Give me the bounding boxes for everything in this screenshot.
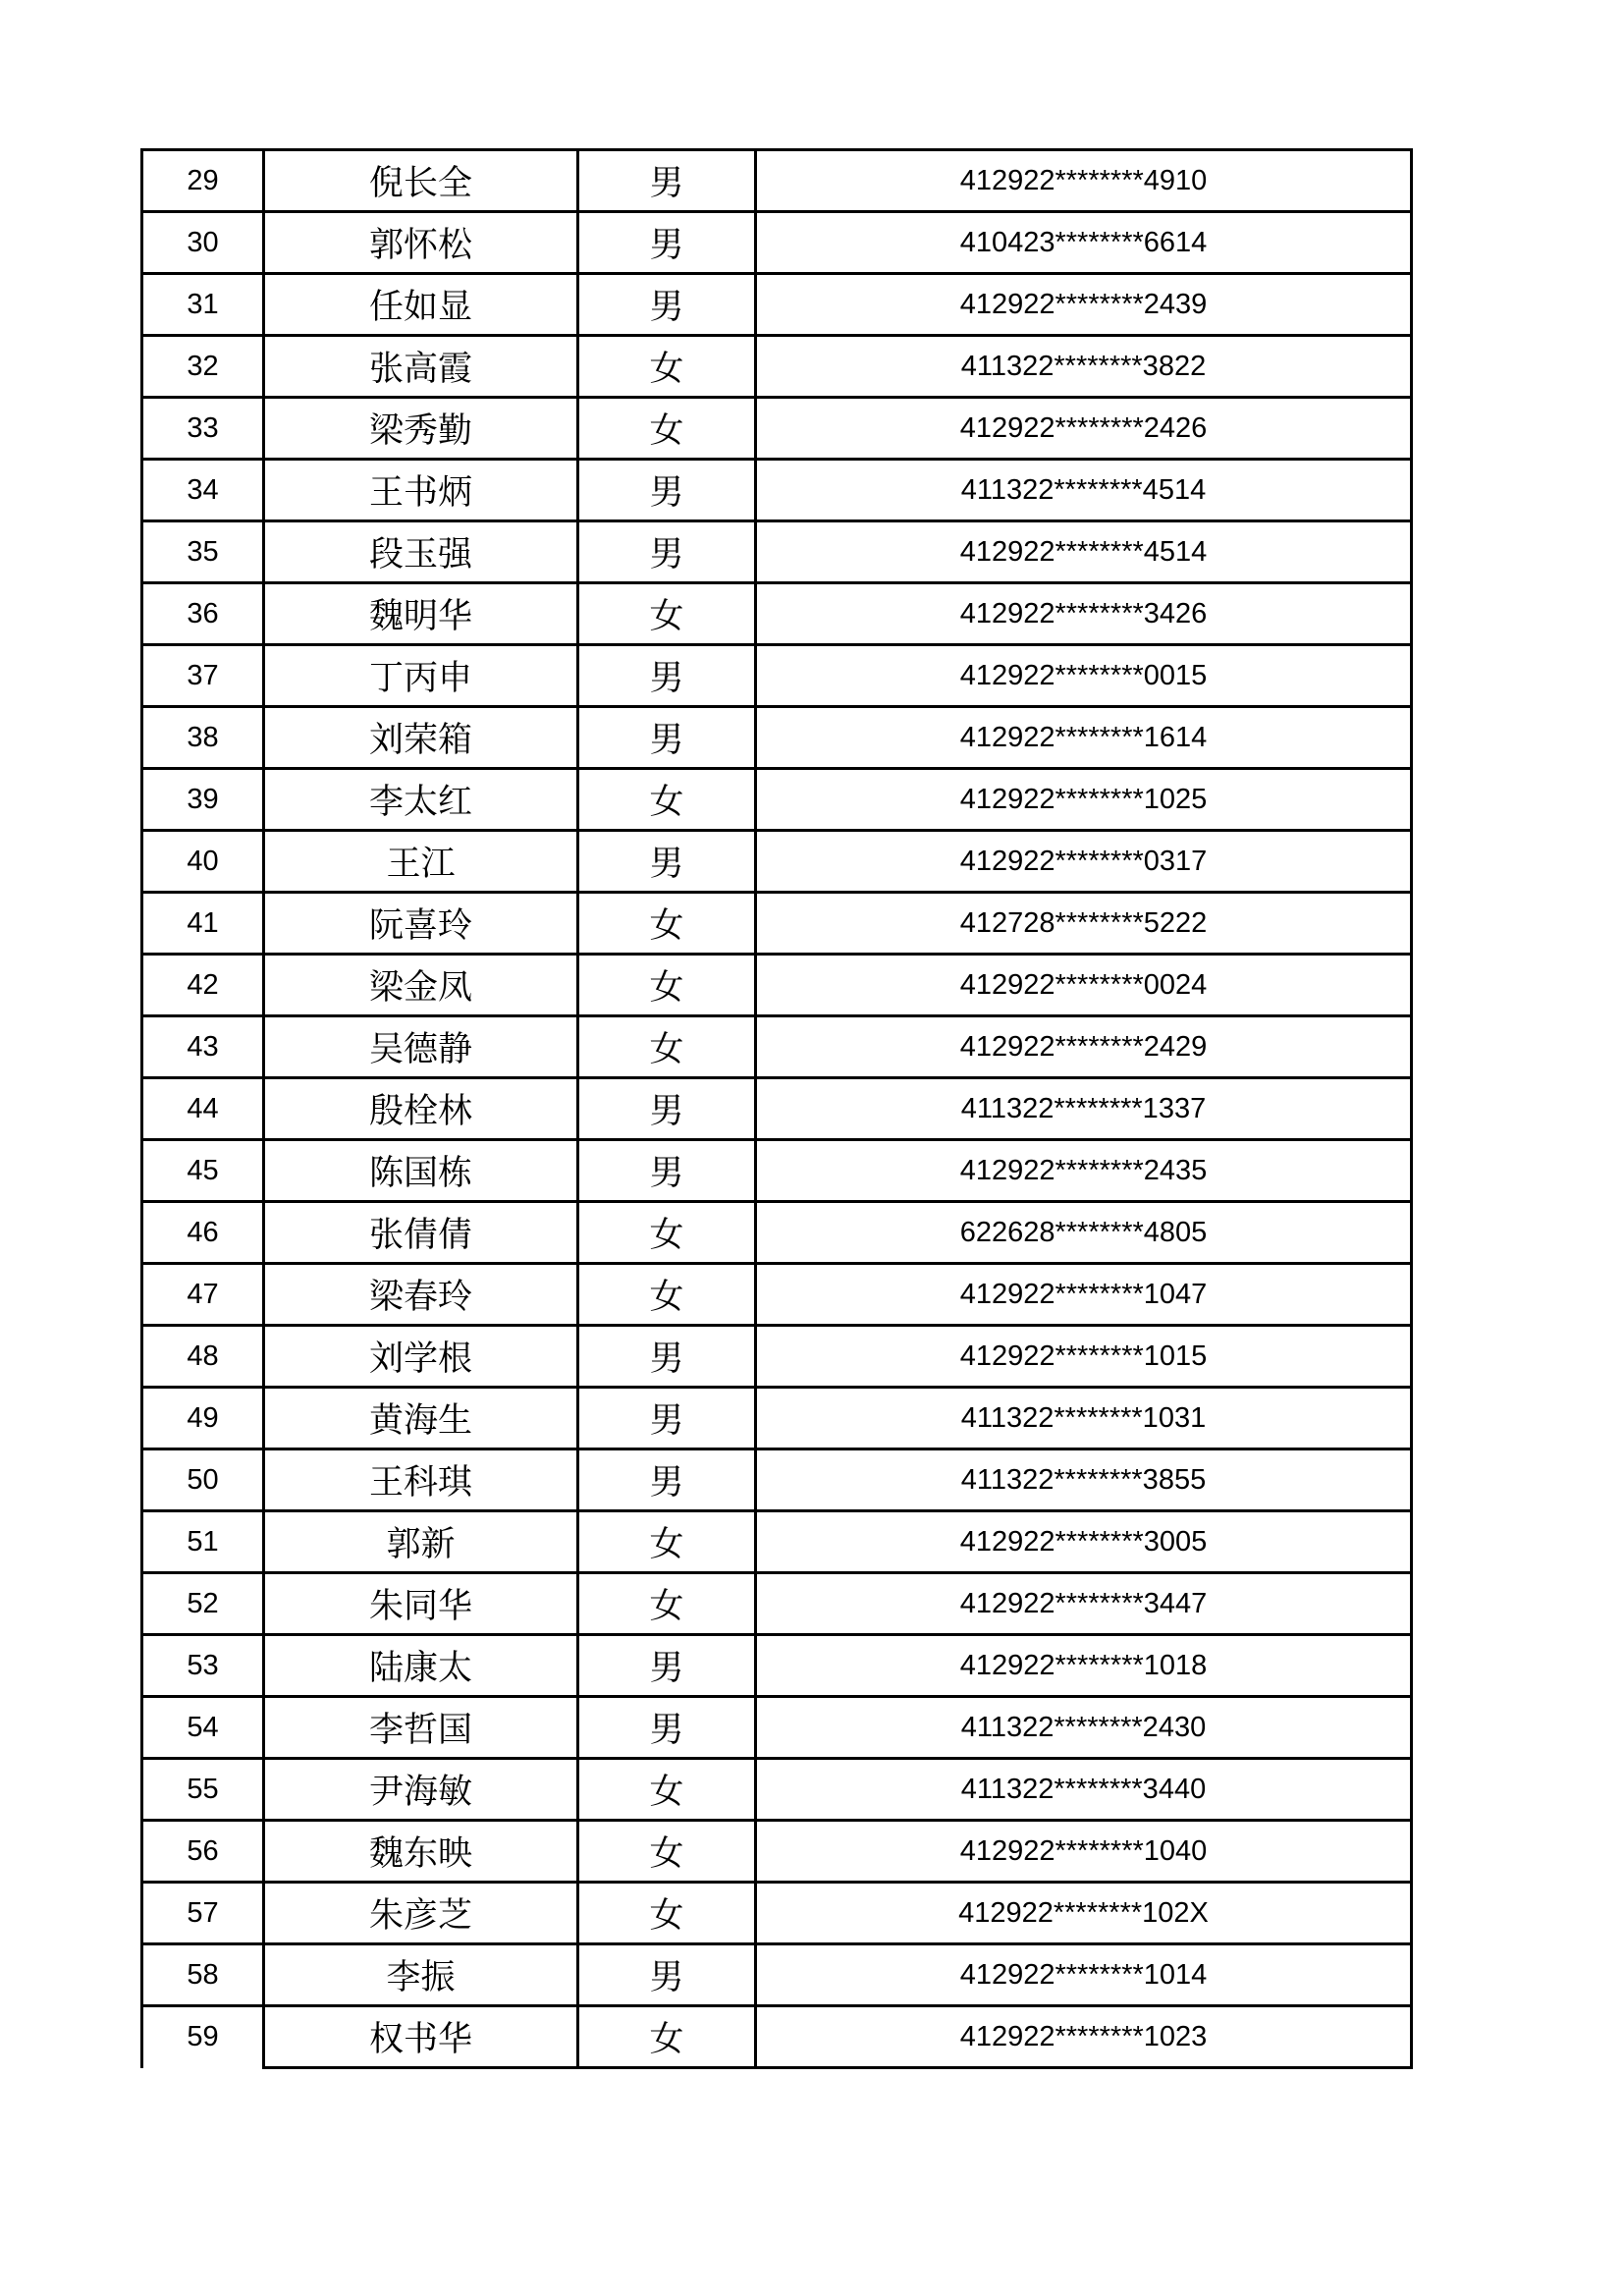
name-cell: 梁金凤 bbox=[264, 955, 578, 1016]
row-number-cell: 58 bbox=[142, 1944, 264, 2006]
row-number-cell: 34 bbox=[142, 460, 264, 521]
name-cell: 魏东映 bbox=[264, 1821, 578, 1883]
name-cell: 陆康太 bbox=[264, 1635, 578, 1697]
id-number-cell: 412922********1014 bbox=[756, 1944, 1412, 2006]
table-row bbox=[142, 1635, 1412, 1697]
name-cell: 张倩倩 bbox=[264, 1202, 578, 1264]
gender-cell: 男 bbox=[578, 831, 756, 893]
table-row bbox=[142, 150, 1412, 212]
name-cell: 刘学根 bbox=[264, 1326, 578, 1388]
table-row bbox=[142, 1573, 1412, 1635]
gender-cell: 男 bbox=[578, 1944, 756, 2006]
gender-cell: 男 bbox=[578, 212, 756, 274]
id-number-cell: 412922********1023 bbox=[756, 2006, 1412, 2068]
gender-cell: 女 bbox=[578, 398, 756, 460]
id-number-cell: 411322********1031 bbox=[756, 1388, 1412, 1449]
name-cell: 魏明华 bbox=[264, 583, 578, 645]
id-number-cell: 412922********1025 bbox=[756, 769, 1412, 831]
gender-cell: 女 bbox=[578, 1264, 756, 1326]
id-number-cell: 411322********2430 bbox=[756, 1697, 1412, 1759]
row-number-cell: 30 bbox=[142, 212, 264, 274]
row-number-cell: 44 bbox=[142, 1078, 264, 1140]
name-cell: 阮喜玲 bbox=[264, 893, 578, 955]
name-cell: 王江 bbox=[264, 831, 578, 893]
name-cell: 李振 bbox=[264, 1944, 578, 2006]
name-cell: 李太红 bbox=[264, 769, 578, 831]
name-cell: 张高霞 bbox=[264, 336, 578, 398]
id-number-cell: 412922********1015 bbox=[756, 1326, 1412, 1388]
gender-cell: 男 bbox=[578, 1078, 756, 1140]
table-row bbox=[142, 1883, 1412, 1944]
id-number-cell: 412922********3005 bbox=[756, 1511, 1412, 1573]
id-number-cell: 412922********2429 bbox=[756, 1016, 1412, 1078]
id-number-cell: 412922********2439 bbox=[756, 274, 1412, 336]
row-number-cell: 51 bbox=[142, 1511, 264, 1573]
row-number-cell: 37 bbox=[142, 645, 264, 707]
gender-cell: 男 bbox=[578, 1449, 756, 1511]
row-number-cell: 45 bbox=[142, 1140, 264, 1202]
gender-cell: 男 bbox=[578, 150, 756, 212]
id-number-cell: 412922********2426 bbox=[756, 398, 1412, 460]
name-cell: 段玉强 bbox=[264, 521, 578, 583]
row-number-cell: 55 bbox=[142, 1759, 264, 1821]
gender-cell: 女 bbox=[578, 583, 756, 645]
name-cell: 王科琪 bbox=[264, 1449, 578, 1511]
table-row bbox=[142, 398, 1412, 460]
gender-cell: 男 bbox=[578, 1326, 756, 1388]
gender-cell: 女 bbox=[578, 336, 756, 398]
row-number-cell: 47 bbox=[142, 1264, 264, 1326]
table-row bbox=[142, 2006, 1412, 2068]
table-row bbox=[142, 1326, 1412, 1388]
id-number-cell: 412922********1614 bbox=[756, 707, 1412, 769]
row-number-cell: 54 bbox=[142, 1697, 264, 1759]
id-number-cell: 412922********102X bbox=[756, 1883, 1412, 1944]
id-number-cell: 412922********4514 bbox=[756, 521, 1412, 583]
row-number-cell: 50 bbox=[142, 1449, 264, 1511]
id-number-cell: 412922********1040 bbox=[756, 1821, 1412, 1883]
row-number-cell: 49 bbox=[142, 1388, 264, 1449]
name-cell: 倪长全 bbox=[264, 150, 578, 212]
table-row bbox=[142, 1078, 1412, 1140]
id-number-cell: 412922********0015 bbox=[756, 645, 1412, 707]
row-number-cell: 43 bbox=[142, 1016, 264, 1078]
table-row bbox=[142, 1388, 1412, 1449]
row-number-cell: 40 bbox=[142, 831, 264, 893]
name-cell: 尹海敏 bbox=[264, 1759, 578, 1821]
gender-cell: 女 bbox=[578, 1821, 756, 1883]
gender-cell: 女 bbox=[578, 2006, 756, 2068]
row-number-cell: 33 bbox=[142, 398, 264, 460]
table-row bbox=[142, 1944, 1412, 2006]
name-cell: 朱彦芝 bbox=[264, 1883, 578, 1944]
gender-cell: 男 bbox=[578, 707, 756, 769]
gender-cell: 女 bbox=[578, 893, 756, 955]
table-row bbox=[142, 955, 1412, 1016]
table-row bbox=[142, 336, 1412, 398]
name-cell: 陈国栋 bbox=[264, 1140, 578, 1202]
gender-cell: 女 bbox=[578, 1016, 756, 1078]
row-number-cell: 39 bbox=[142, 769, 264, 831]
id-number-cell: 622628********4805 bbox=[756, 1202, 1412, 1264]
gender-cell: 女 bbox=[578, 955, 756, 1016]
table-row bbox=[142, 1821, 1412, 1883]
table-row bbox=[142, 893, 1412, 955]
roster-table bbox=[140, 148, 1413, 2069]
table-row bbox=[142, 583, 1412, 645]
id-number-cell: 412922********4910 bbox=[756, 150, 1412, 212]
id-number-cell: 412922********1018 bbox=[756, 1635, 1412, 1697]
name-cell: 朱同华 bbox=[264, 1573, 578, 1635]
row-number-cell: 42 bbox=[142, 955, 264, 1016]
gender-cell: 男 bbox=[578, 645, 756, 707]
id-number-cell: 411322********3822 bbox=[756, 336, 1412, 398]
table-row bbox=[142, 645, 1412, 707]
name-cell: 刘荣箱 bbox=[264, 707, 578, 769]
gender-cell: 女 bbox=[578, 1573, 756, 1635]
name-cell: 郭怀松 bbox=[264, 212, 578, 274]
id-number-cell: 412922********0024 bbox=[756, 955, 1412, 1016]
table-row bbox=[142, 1511, 1412, 1573]
id-number-cell: 412922********3447 bbox=[756, 1573, 1412, 1635]
id-number-cell: 412922********3426 bbox=[756, 583, 1412, 645]
table-row bbox=[142, 460, 1412, 521]
table-row bbox=[142, 521, 1412, 583]
gender-cell: 女 bbox=[578, 1202, 756, 1264]
row-number-cell: 36 bbox=[142, 583, 264, 645]
table-row bbox=[142, 1016, 1412, 1078]
row-number-cell: 48 bbox=[142, 1326, 264, 1388]
row-number-cell: 32 bbox=[142, 336, 264, 398]
name-cell: 任如显 bbox=[264, 274, 578, 336]
gender-cell: 男 bbox=[578, 460, 756, 521]
row-number-cell: 53 bbox=[142, 1635, 264, 1697]
name-cell: 权书华 bbox=[264, 2006, 578, 2068]
row-number-cell: 35 bbox=[142, 521, 264, 583]
name-cell: 殷栓林 bbox=[264, 1078, 578, 1140]
table-row bbox=[142, 1264, 1412, 1326]
id-number-cell: 411322********1337 bbox=[756, 1078, 1412, 1140]
row-number-cell: 46 bbox=[142, 1202, 264, 1264]
id-number-cell: 411322********3855 bbox=[756, 1449, 1412, 1511]
name-cell: 郭新 bbox=[264, 1511, 578, 1573]
gender-cell: 男 bbox=[578, 1635, 756, 1697]
row-number-cell: 56 bbox=[142, 1821, 264, 1883]
row-number-cell: 38 bbox=[142, 707, 264, 769]
gender-cell: 男 bbox=[578, 1140, 756, 1202]
gender-cell: 男 bbox=[578, 1388, 756, 1449]
gender-cell: 男 bbox=[578, 521, 756, 583]
gender-cell: 女 bbox=[578, 769, 756, 831]
table-row bbox=[142, 274, 1412, 336]
name-cell: 吴德静 bbox=[264, 1016, 578, 1078]
gender-cell: 女 bbox=[578, 1883, 756, 1944]
table-row bbox=[142, 707, 1412, 769]
table-row bbox=[142, 1759, 1412, 1821]
table-row bbox=[142, 1202, 1412, 1264]
id-number-cell: 412922********1047 bbox=[756, 1264, 1412, 1326]
name-cell: 丁丙申 bbox=[264, 645, 578, 707]
row-number-cell: 52 bbox=[142, 1573, 264, 1635]
id-number-cell: 410423********6614 bbox=[756, 212, 1412, 274]
table-row bbox=[142, 769, 1412, 831]
table-row bbox=[142, 1449, 1412, 1511]
gender-cell: 女 bbox=[578, 1511, 756, 1573]
id-number-cell: 411322********3440 bbox=[756, 1759, 1412, 1821]
row-number-cell: 59 bbox=[142, 2006, 264, 2068]
name-cell: 王书炳 bbox=[264, 460, 578, 521]
gender-cell: 女 bbox=[578, 1759, 756, 1821]
table-row bbox=[142, 1140, 1412, 1202]
id-number-cell: 411322********4514 bbox=[756, 460, 1412, 521]
table-row bbox=[142, 212, 1412, 274]
row-number-cell: 57 bbox=[142, 1883, 264, 1944]
id-number-cell: 412728********5222 bbox=[756, 893, 1412, 955]
row-number-cell: 41 bbox=[142, 893, 264, 955]
table-row bbox=[142, 831, 1412, 893]
row-number-cell: 29 bbox=[142, 150, 264, 212]
id-number-cell: 412922********0317 bbox=[756, 831, 1412, 893]
id-number-cell: 412922********2435 bbox=[756, 1140, 1412, 1202]
name-cell: 黄海生 bbox=[264, 1388, 578, 1449]
gender-cell: 男 bbox=[578, 1697, 756, 1759]
table-row bbox=[142, 1697, 1412, 1759]
row-number-cell: 31 bbox=[142, 274, 264, 336]
name-cell: 梁秀勤 bbox=[264, 398, 578, 460]
name-cell: 梁春玲 bbox=[264, 1264, 578, 1326]
gender-cell: 男 bbox=[578, 274, 756, 336]
name-cell: 李哲国 bbox=[264, 1697, 578, 1759]
roster-body bbox=[142, 150, 1412, 2068]
